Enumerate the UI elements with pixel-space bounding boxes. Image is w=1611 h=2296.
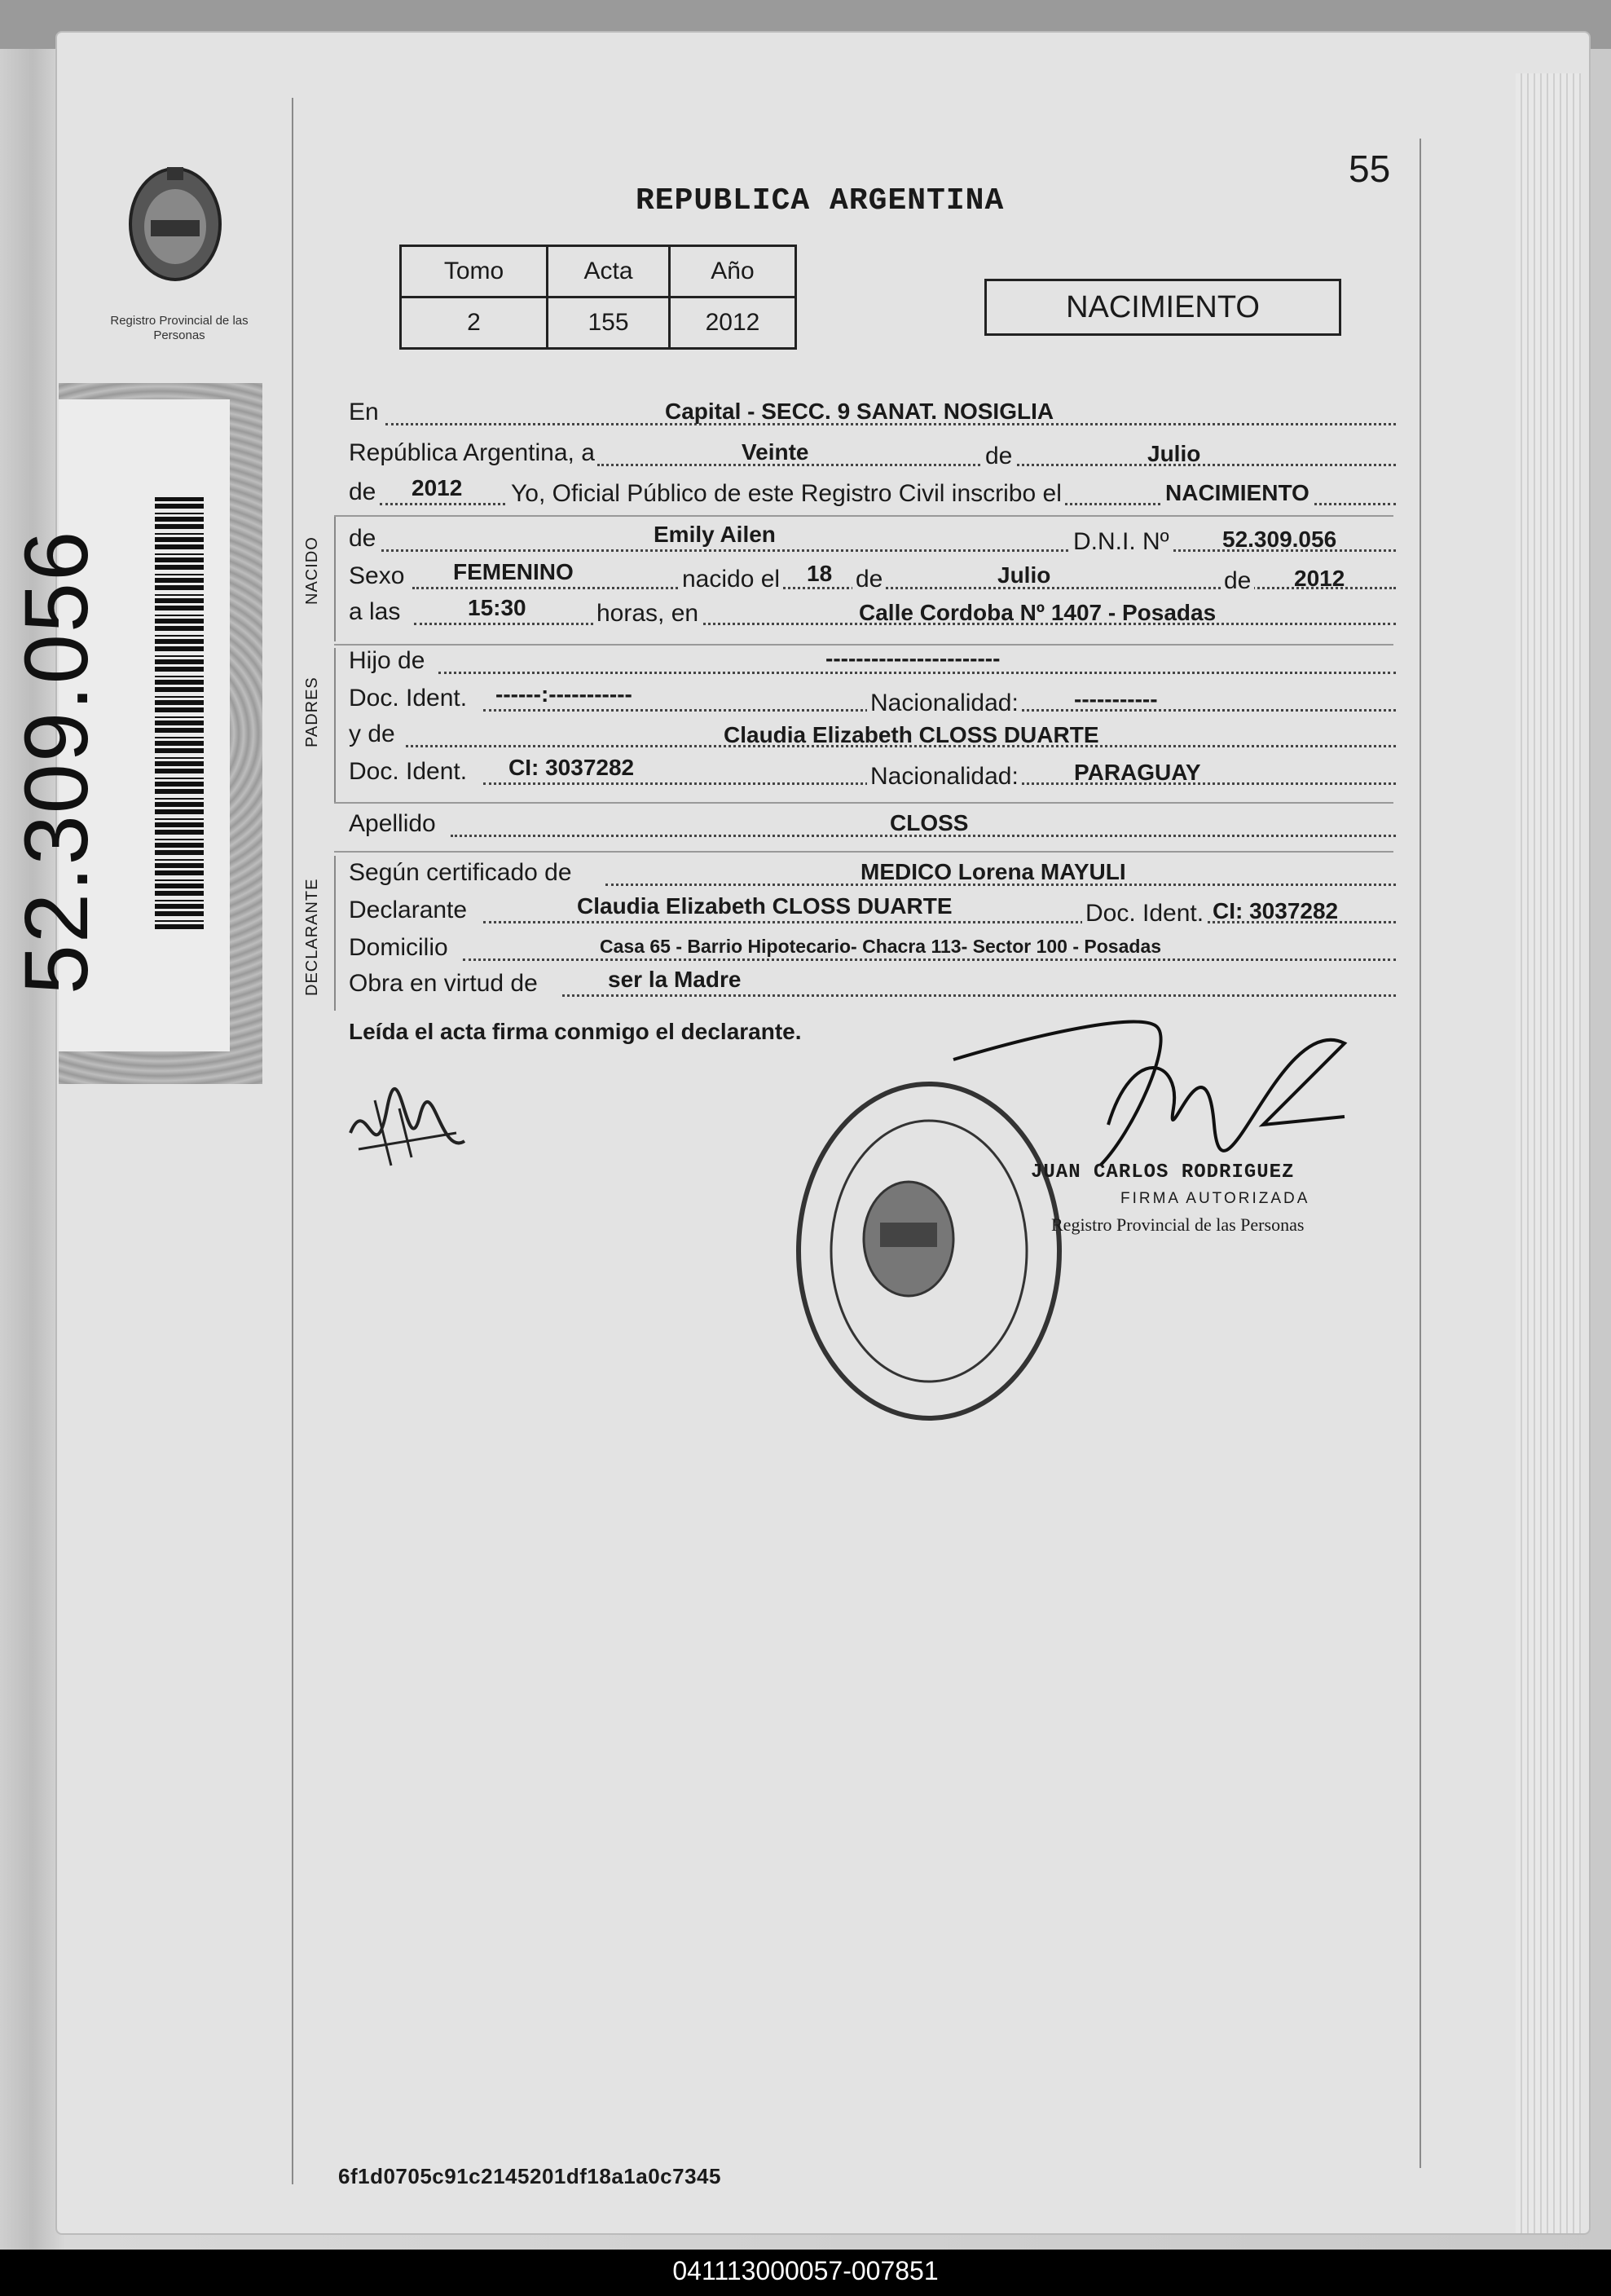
section-separator: [334, 515, 1393, 517]
label-de-year2: de: [1221, 567, 1254, 595]
label-dni: D.N.I. Nº: [1070, 528, 1173, 556]
label-a-las: a las: [349, 598, 401, 625]
row-apellido: [349, 807, 1400, 843]
row-sexo: [349, 559, 1400, 595]
value-decl-doc: CI: 3037282: [1213, 898, 1339, 923]
registry-header-acta: Acta: [548, 246, 670, 297]
label-doc-ident: Doc. Ident.: [349, 758, 468, 785]
registry-value-tomo: 2: [401, 297, 548, 349]
country-title: REPUBLICA ARGENTINA: [636, 183, 1005, 218]
value-mother: Claudia Elizabeth CLOSS DUARTE: [724, 722, 1099, 747]
officer-office: Registro Provincial de las Personas: [1051, 1214, 1305, 1235]
value-year: 2012: [412, 475, 463, 500]
section-line-padres: [334, 648, 336, 803]
registry-header-row: [401, 246, 796, 297]
label-sexo: Sexo: [349, 562, 405, 589]
label-obra: Obra en virtud de: [349, 970, 538, 997]
section-separator: [334, 851, 1393, 853]
footer-code: 041113000057-007851: [672, 2256, 939, 2285]
label-republica: República Argentina, a: [349, 439, 595, 466]
value-name: Emily Ailen: [654, 522, 776, 547]
registry-header-tomo: Tomo: [401, 246, 548, 297]
registry-value-row: [401, 297, 796, 349]
value-obra: ser la Madre: [608, 967, 742, 992]
value-certificado: MEDICO Lorena MAYULI: [861, 859, 1126, 884]
row-en: [349, 395, 1400, 431]
value-birth-year: 2012: [1294, 566, 1345, 591]
dotted-line: [463, 959, 1396, 961]
label-nacionalidad: Nacionalidad:: [867, 763, 1022, 791]
label-doc-ident: Doc. Ident.: [349, 685, 468, 712]
value-day: Veinte: [742, 439, 809, 465]
crest-caption: Registro Provincial de las Personas: [110, 314, 249, 342]
value-place: Calle Cordoba Nº 1407 - Posadas: [859, 600, 1217, 625]
label-nacido-el: nacido el: [679, 566, 783, 593]
value-en: Capital - SECC. 9 SANAT. NOSIGLIA: [665, 399, 1054, 424]
label-de: de: [982, 443, 1015, 470]
section-line-nacido: [334, 515, 336, 641]
label-declarante: Declarante: [349, 897, 468, 923]
officer-role: FIRMA AUTORIZADA: [1120, 1190, 1310, 1207]
row-domicilio: [349, 931, 1400, 967]
value-birth-month: Julio: [997, 562, 1051, 588]
registry-table: [399, 245, 797, 350]
value-month: Julio: [1147, 441, 1201, 466]
intro-text: Yo, Oficial Público de este Registro Civil inscribo el: [508, 480, 1065, 508]
dotted-line: [562, 994, 1396, 997]
dotted-line: [438, 672, 1396, 674]
officer-name: JUAN CARLOS RODRIGUEZ: [1031, 1161, 1295, 1183]
left-margin-line: [292, 98, 293, 2184]
row-republica: [349, 436, 1400, 472]
official-stamp-icon: [790, 1076, 1067, 1426]
row-declarante: [349, 893, 1400, 929]
section-separator: [334, 802, 1393, 804]
label-certificado: Según certificado de: [349, 859, 572, 886]
section-label-padres: PADRES: [303, 676, 321, 747]
label-name: de: [349, 525, 376, 552]
row-obra: [349, 967, 1400, 1003]
record-type-box: NACIMIENTO: [984, 279, 1341, 336]
value-dni: 52.309.056: [1222, 527, 1337, 552]
value-sexo: FEMENINO: [453, 559, 574, 584]
row-hijo-de: [349, 644, 1400, 680]
row-certificado: [349, 856, 1400, 892]
value-nac-mother: PARAGUAY: [1074, 760, 1201, 785]
section-label-declarante: DECLARANTE: [303, 878, 321, 996]
row-intro: [349, 475, 1400, 511]
registry-value-acta: 155: [548, 297, 670, 349]
value-father: -----------------------: [825, 646, 1001, 671]
label-horas-en: horas, en: [593, 600, 702, 628]
right-margin-line: [1420, 139, 1421, 2168]
label-en: En: [349, 399, 379, 425]
value-apellido: CLOSS: [890, 810, 969, 835]
declarant-signature-icon: [342, 1076, 473, 1182]
value-doc-father: ------:-----------: [495, 681, 632, 707]
registry-value-anio: 2012: [670, 297, 796, 349]
section-line-declarante: [334, 856, 336, 1011]
label-domicilio: Domicilio: [349, 934, 448, 961]
label-de-month: de: [852, 566, 886, 593]
value-declarante: Claudia Elizabeth CLOSS DUARTE: [577, 893, 953, 919]
page-stack-edge: [1516, 73, 1581, 2233]
value-domicilio: Casa 65 - Barrio Hipotecario- Chacra 113- Sector 100 - Posadas: [600, 936, 1162, 957]
barcode-number: 52.309.056: [7, 529, 107, 995]
label-hijo-de: Hijo de: [349, 647, 425, 674]
label-de-year: de: [349, 478, 376, 505]
document-hash: 6f1d0705c91c2145201df18a1a0c7345: [338, 2164, 721, 2188]
value-time: 15:30: [468, 595, 526, 620]
row-y-de: [349, 717, 1400, 753]
value-doc-mother: CI: 3037282: [508, 755, 635, 780]
registry-header-anio: Año: [670, 246, 796, 297]
value-birth-day: 18: [807, 561, 833, 586]
label-nacionalidad: Nacionalidad:: [867, 690, 1022, 717]
row-name: [349, 522, 1400, 557]
province-crest-icon: [122, 163, 228, 285]
label-apellido: Apellido: [349, 810, 436, 837]
page-number: 55: [1349, 148, 1391, 190]
row-doc-ident-father: [349, 681, 1400, 717]
label-decl-doc: Doc. Ident.: [1082, 900, 1207, 928]
row-hora: [349, 595, 1400, 631]
row-doc-ident-mother: [349, 755, 1400, 791]
section-label-nacido: NACIDO: [303, 536, 321, 605]
label-y-de: y de: [349, 721, 395, 747]
value-inscribo: NACIMIENTO: [1162, 480, 1313, 506]
closing-statement: Leída el acta firma conmigo el declarante.: [349, 1019, 802, 1044]
barcode-bars: [155, 497, 204, 929]
value-nac-father: -----------: [1074, 686, 1158, 712]
